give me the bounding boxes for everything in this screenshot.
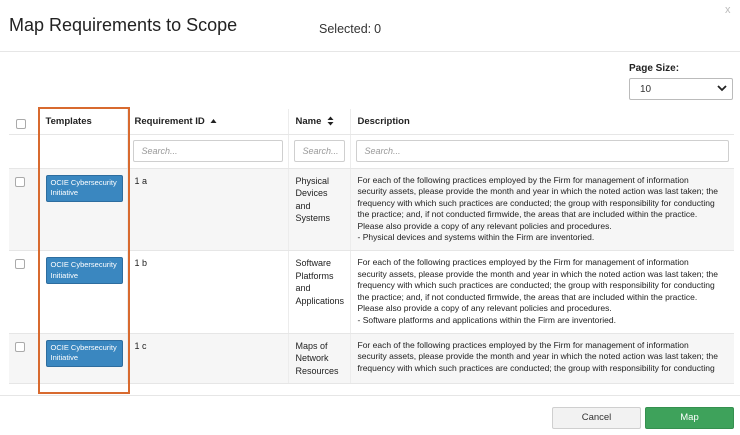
row-select-cell [9, 168, 38, 251]
requirement-id-cell: 1 a [127, 168, 288, 251]
template-tag[interactable]: OCIE Cybersecurity Initiative [46, 340, 123, 367]
page-size-value: 10 [640, 84, 652, 95]
filter-name-cell [288, 134, 350, 168]
description-cell [350, 168, 734, 251]
template-tag[interactable]: OCIE Cybersecurity Initiative [46, 257, 123, 284]
description-line: the practice; and, if not conducted firmwide, the areas that are included within the practice. [357, 209, 698, 220]
filter-requirement-id-cell [127, 134, 288, 168]
selected-count-label [319, 22, 381, 36]
description-line: security assets, please provide the month and year in which the noted action was last taken; the [357, 351, 719, 362]
filter-empty-cell [38, 134, 127, 168]
description-line: frequency with which such practices are conducted; the group with responsibility for conducting [357, 362, 715, 373]
table-row[interactable] [9, 168, 734, 251]
selected-label: Selected: [319, 22, 372, 36]
cancel-button[interactable]: Cancel [552, 407, 641, 429]
select-all-checkbox[interactable] [16, 119, 26, 129]
requirement-id-cell: 1 b [127, 251, 288, 334]
name-line: Physical [295, 175, 330, 186]
name-cell [288, 168, 350, 251]
dialog-footer [0, 395, 740, 435]
description-cell [350, 251, 734, 334]
dialog-title: Map Requirements to Scope [9, 15, 238, 35]
column-header-description: Description [350, 109, 734, 134]
description-cell [350, 333, 734, 384]
requirements-table [9, 109, 734, 384]
sort-ascending-icon [210, 118, 217, 124]
name-line: Network [295, 353, 329, 364]
requirement-id-cell: 1 c [127, 333, 288, 384]
template-cell [38, 168, 127, 251]
description-search-input[interactable] [356, 140, 730, 162]
column-header-name[interactable] [288, 109, 350, 134]
name-line: Systems [295, 213, 331, 223]
description-line: - Software platforms and applications within the Firm are inventoried. [357, 315, 616, 326]
template-tag[interactable]: OCIE Cybersecurity Initiative [46, 175, 123, 202]
description-line: security assets, please provide the month and year in which the noted action was last taken; the [357, 186, 719, 197]
requirements-table-container[interactable] [9, 109, 734, 387]
filter-description-cell [350, 134, 734, 168]
description-line: For each of the following practices employed by the Firm for management of information [357, 257, 689, 268]
requirement-id-search-input[interactable] [133, 140, 283, 162]
sort-icon [327, 116, 334, 126]
name-cell [288, 251, 350, 334]
page-size-select[interactable] [629, 78, 733, 100]
description-line: Please also provide a copy of any relevant policies and procedures. [357, 220, 612, 231]
page-size-label: Page Size: [629, 63, 680, 74]
row-checkbox[interactable] [15, 259, 25, 269]
dialog-header [0, 0, 740, 52]
description-line: frequency with which such practices are conducted; the group with responsibility for conducting [357, 280, 715, 291]
name-cell [288, 333, 350, 384]
name-line: Devices and [295, 188, 328, 211]
description-line: the practice; and, if not conducted firmwide, the areas that are included within the practice. [357, 291, 698, 302]
column-header-requirement-id-label: Requirement ID [134, 116, 205, 127]
chevron-down-icon [716, 82, 728, 94]
name-search-input[interactable] [294, 140, 345, 162]
description-line: security assets, please provide the month and year in which the noted action was last taken; the [357, 268, 719, 279]
close-button[interactable]: x [725, 4, 731, 16]
name-line: and [295, 283, 311, 294]
template-cell [38, 333, 127, 384]
row-checkbox[interactable] [15, 342, 25, 352]
filter-empty-cell [9, 134, 38, 168]
column-header-name-label: Name [295, 116, 322, 127]
column-header-requirement-id[interactable] [127, 109, 288, 134]
description-line: Please also provide a copy of any relevant policies and procedures. [357, 303, 612, 314]
description-line: For each of the following practices employed by the Firm for management of information [357, 174, 689, 185]
map-button[interactable]: Map [645, 407, 734, 429]
name-line: Applications [295, 295, 345, 306]
row-select-cell [9, 251, 38, 334]
row-select-cell [9, 333, 38, 384]
description-line: - Physical devices and systems within the Firm are inventoried. [357, 232, 595, 243]
name-line: Resources [295, 365, 339, 376]
table-row[interactable] [9, 251, 734, 334]
description-line: For each of the following practices employed by the Firm for management of information [357, 339, 689, 350]
select-all-header [9, 109, 38, 134]
table-row[interactable] [9, 333, 734, 384]
description-line: frequency with which such practices are conducted; the group with responsibility for conducting [357, 197, 715, 208]
column-header-templates: Templates [38, 109, 127, 134]
name-line: Maps of [295, 340, 328, 351]
name-line: Software [295, 258, 332, 269]
template-cell [38, 251, 127, 334]
row-checkbox[interactable] [15, 177, 25, 187]
selected-count: 0 [374, 22, 382, 36]
name-line: Platforms [295, 270, 334, 281]
